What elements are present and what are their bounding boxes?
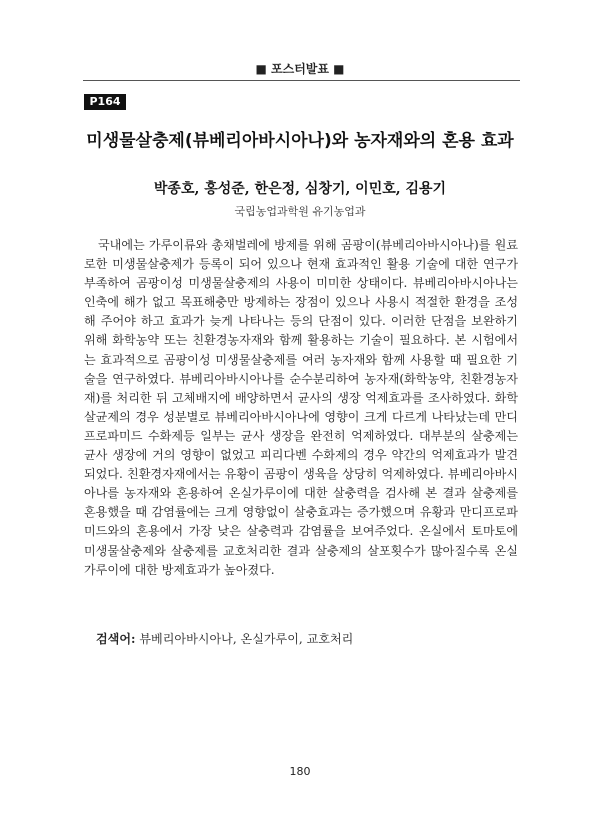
paper-title: 미생물살충제(뷰베리아바시아나)와 농자재와의 혼용 효과 <box>86 131 514 151</box>
author-list: 박종호, 홍성준, 한은정, 심창기, 이민호, 김용기 <box>153 181 447 197</box>
keywords-values: 뷰베리아바시아나, 온실가루이, 교호처리 <box>135 632 354 646</box>
section-header: ■ 포스터발표 ■ <box>255 62 345 76</box>
abstract-body: 국내에는 가루이류와 총채벌레에 방제를 위해 곰팡이(뷰베리아바시아나)를 원료로한 미생물살충제가 등록이 되어 있으나 현재 효과적인 활용 기술에 대한 연구가 부족하여 곰팡이성 미생물살충제의 사용이 미미한 상태이다. 뷰베리아바시아나는 인축에 해가 없고 목표해충만 방제하는 장점이 있으나 사용시 적절한 환경을 조성해 주어야 하고 효과가 늦게 나타나는 등의 단점이 있다. 이러한 단점을 보완하기 위해 화학농약 또는 친환경농자재와 함께 활용하는 기술이 필요하다. 본 시험에서는 효과적으로 곰팡이성 미생물살충제를 여러 농자재와 함께 사용할 때 필요한 기술을 연구하였다. 뷰베리아바시아나를 순수분리하여 농자재(화학농약, 친환경농자재)를 처리한 뒤 고체배지에 배양하면서 균사의 생장 억제효과를 조사하였다. 화학살균제의 경우 성분별로 뷰베리아바시아나에 영향이 크게 다르게 나타났는데 만디프로파미드 수화제등 일부는 균사 생장을 완전히 억제하였다. 대부분의 살충제는 균사 생장에 거의 영향이 없었고 피리다벤 수화제의 경우 약간의 억제효과가 발견되었다. 친환경자재에서는 유황이 곰팡이 생육을 상당히 억제하였다. 뷰베리아바시아나를 농자재와 혼용하여 온실가루이에 대한 살충력을 검사해 본 결과 살충제를 혼용했을 때 감염률에는 크게 영향없이 살충효과는 증가했으며 유황과 만디프로파미드와의 혼용에서 가장 낮은 살충력과 감염률을 보여주었다. 온실에서 토마토에 미생물살충제와 살충제를 교호처리한 결과 살충제의 살포횟수가 많아질수록 온실가루이에 대한 방제효과가 높아졌다. <box>84 238 518 577</box>
header-divider <box>83 80 520 81</box>
poster-id-badge: P164 <box>84 94 126 110</box>
keywords-line <box>96 630 516 647</box>
page-number: 180 <box>289 765 311 778</box>
affiliation: 국립농업과학원 유기농업과 <box>234 205 366 218</box>
keywords-label: 검색어: <box>96 632 136 646</box>
